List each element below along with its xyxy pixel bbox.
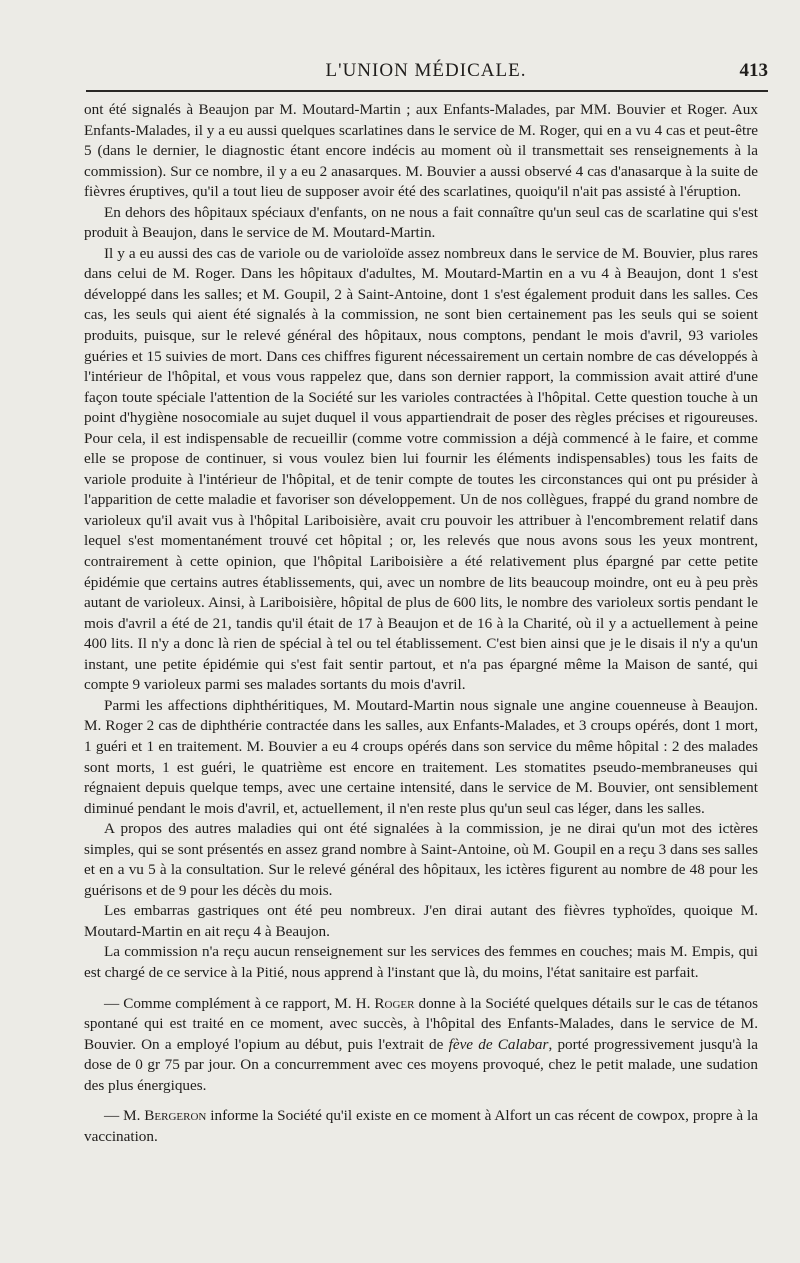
body-text xyxy=(84,100,758,1147)
paragraph: Parmi les affections diphthéritiques, M. Moutard-Martin nous signale une angine couenneuse à Beaujon. M. Roger 2 cas de diphthérie contractée dans les salles, aux Enfants-Malades, et 3 croups opérés, dont 1 mort, 1 guéri et 1 en traitement. M. Bouvier a eu 4 croups opérés dans son service du même hôpital : 2 des malades sont morts, 1 est guéri, le quatrième est encore en traitement. Les stomatites pseudo-membraneuses qui régnaient depuis quelque temps, avec une certaine intensité, dans le service de M. Bouvier, ont sensiblement diminué pendant le mois d'avril, et, actuellement, il n'en reste plus qu'un seul cas léger, dans les salles. xyxy=(84,696,758,817)
running-header xyxy=(84,56,768,86)
speaker-name: Bergeron xyxy=(144,1107,207,1125)
paragraph: ont été signalés à Beaujon par M. Moutard-Martin ; aux Enfants-Malades, par MM. Bouvier et Roger. Aux Enfants-Malades, il y a eu aussi quelques scarlatines dans le service de M. Roger, qui en a vu 4 cas et peut-être 5 (dans le dernier, le diagnostic étant encore indécis au moment où il transmettait ses renseignements à la commission). Sur ce nombre, il y a eu 2 anasarques. M. Bouvier a aussi observé 4 cas d'anasarque à la suite de fièvres éruptives, qu'il a tout lieu de supposer avoir été des scarlatines, quoiqu'il n'ait pas assisté à l'éruption. xyxy=(84,101,758,201)
note-text: donne à la Société quelques détails sur le cas de tétanos spontané qui est traité en ce moment, avec succès, à l'hôpital des Enfants-Malades, dans le service de M. Bouvier. On a employé l'opium au début, puis l'extrait de xyxy=(84,994,759,1053)
note-tail: , porté progressivement jusqu'à la dose de 0 gr 75 par jour. On a concurremment avec ces moyens provoqué, chez le petit malade, une sudation des plus énergiques. xyxy=(84,1035,758,1094)
paragraph: La commission n'a reçu aucun renseignement sur les services des femmes en couches; mais M. Empis, qui est chargé de ce service à la Pitié, nous apprend à l'instant que là, du moins, l'état sanitaire est parfait. xyxy=(84,943,758,981)
header-rule xyxy=(86,90,768,92)
paragraph: En dehors des hôpitaux spéciaux d'enfants, on ne nous a fait connaître qu'un seul cas de scarlatine qui s'est produit à Beaujon, dans le service de M. Moutard-Martin. xyxy=(84,203,758,242)
paragraph: Les embarras gastriques ont été peu nombreux. J'en dirai autant des fièvres typhoïdes, quoique M. Moutard-Martin en ait reçu 4 à Beaujon. xyxy=(84,902,758,940)
speaker-name: Roger xyxy=(374,994,415,1012)
journal-title: L'UNION MÉDICALE. xyxy=(325,60,527,81)
note-lead: — Comme complément à ce rapport, M. H. xyxy=(104,994,375,1012)
page-number: 413 xyxy=(739,60,768,81)
paragraph: A propos des autres maladies qui ont été signalées à la commission, je ne dirai qu'un mot des ictères simples, qui se sont présentés en assez grand nombre à Saint-Antoine, où M. Goupil en a reçu 3 dans ses salles et en a vu 5 à la consultation. Sur le relevé général des hôpitaux, les ictères figurent au nombre de 48 pour les guérisons et de 9 pour les décès du mois. xyxy=(84,820,758,899)
note-italic: fève de Calabar xyxy=(448,1035,549,1053)
note-paragraph xyxy=(84,1106,758,1147)
note-text: informe la Société qu'il existe en ce moment à Alfort un cas récent de cowpox, propre à la vaccination. xyxy=(84,1107,758,1145)
note-paragraph xyxy=(84,994,758,1097)
note-lead: — M. xyxy=(104,1107,145,1125)
paragraph: Il y a eu aussi des cas de variole ou de varioloïde assez nombreux dans le service de M. Bouvier, plus rares dans celui de M. Roger. Dans les hôpitaux d'adultes, M. Moutard-Martin en a vu 4 à Beaujon, dont 1 s'est développé dans les salles; et M. Goupil, 2 à Saint-Antoine, dont 1 s'est également produit dans les salles. Ces cas, les seuls qui aient été signalés à la commission, ne sont bien certainement pas les seuls qui se soient produits, puisque, sur le relevé général des hôpitaux, nous comptons, pendant le mois d'avril, 93 varioles guéries et 15 suivies de mort. Dans ces chiffres figurent nécessairement un certain nombre de cas développés à l'intérieur de l'hôpital, et vous vous rappelez que, dans son dernier rapport, la commission avait attiré d'une façon toute spéciale l'attention de la Société sur les varioles contractées à l'hôpital. Cette question touche à un point d'hygiène nosocomiale au sujet duquel il vous appartiendrait de poser des règles précises et rigoureuses. Pour cela, il est indispensable de recueillir (comme votre commission a déjà commencé à le faire, et comme elle se propose de continuer, si vous voulez bien lui fournir les éléments indispensables) tous les faits de variole produite à l'intérieur de l'hôpital, et de tenir compte de toutes les circonstances qui ont pu présider à l'apparition de cette maladie et favoriser son développement. Un de nos collègues, frappé du grand nombre de varioleux qu'il avait vus à l'hôpital Lariboisière, avait cru pouvoir les attribuer à l'encombrement relatif dans lequel s'est momentanément trouvé cet hôpital ; or, les relevés que nous avons sous les yeux montrent, contrairement à cette opinion, que l'hôpital Lariboisière a été relativement plus épargné par cette petite épidémie que certains autres établissements, qui, avec un nombre de lits beaucoup moindre, ont eu à peu près autant de varioleux. Ainsi, à Lariboisière, hôpital de plus de 600 lits, le nombre des varioleux sortis pendant le mois d'avril a été de 21, tandis qu'il était de 17 à Beaujon et de 16 à la Charité, où il y a actuellement à peine 400 lits. Il n'y a donc là rien de spécial à tel ou tel établissement. C'est bien ainsi que je le disais il n'y a qu'un instant, une petite épidémie qui s'est fait sentir partout, et n'a pas épargné même la Maison de santé, qui compte 9 varioleux parmi ses malades sortants du mois d'avril. xyxy=(84,244,758,694)
